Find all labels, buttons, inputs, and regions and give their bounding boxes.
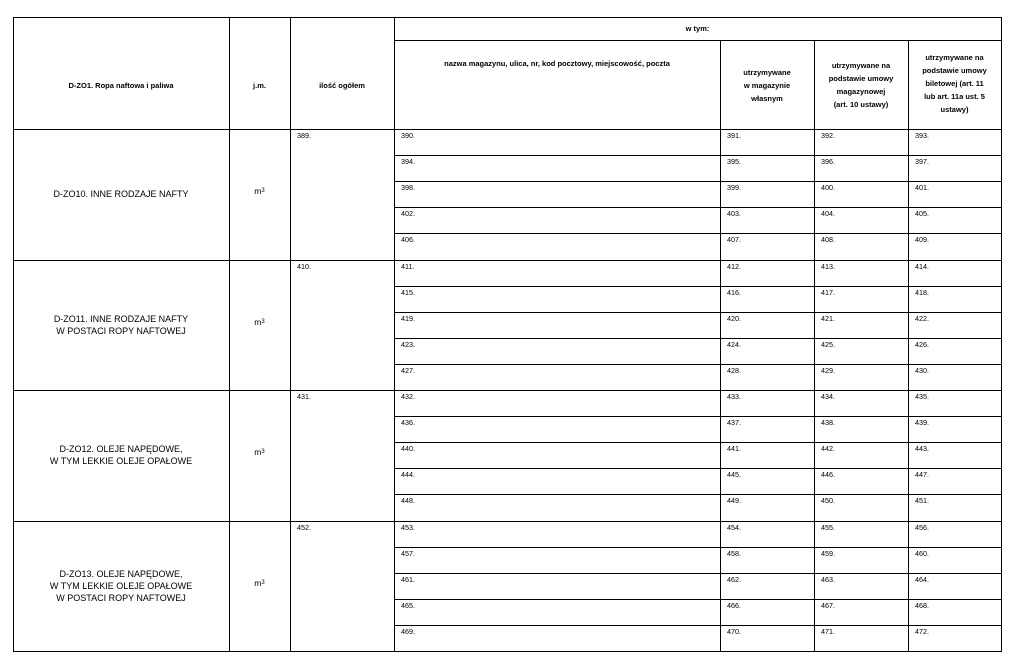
cell-code[interactable]: 401. [915,183,929,193]
header-unit: j.m. [253,80,266,90]
cell-code[interactable]: 460. [915,548,929,558]
cell-code[interactable]: 395. [727,157,741,167]
unit-base: m [254,447,262,458]
total-cell-code[interactable]: 389. [297,131,311,140]
row-line [394,442,1001,443]
cell-code[interactable]: 421. [821,313,835,323]
cell-code[interactable]: 459. [821,548,835,558]
cell-code[interactable]: 406. [401,235,415,245]
header-warehouse: nazwa magazynu, ulica, nr, kod pocztowy, miejscowość, poczta [444,58,670,68]
cell-code[interactable]: 464. [915,574,929,584]
cell-code[interactable]: 465. [401,600,415,610]
total-cell-code[interactable]: 431. [297,392,311,401]
header-ticket-contract: utrzymywane na podstawie umowy biletowej (art. 11 lub art. 11a ust. 5 ustawy) [922,52,987,114]
unit-exponent: 3 [261,579,265,586]
cell-code[interactable]: 461. [401,574,415,584]
cell-code[interactable]: 426. [915,339,929,349]
cell-code[interactable]: 449. [727,496,741,506]
cell-code[interactable]: 435. [915,392,929,401]
cell-code[interactable]: 413. [821,261,835,271]
cell-code[interactable]: 457. [401,548,415,558]
cell-code[interactable]: 419. [401,313,415,323]
cell-code[interactable]: 398. [401,183,415,193]
group-unit [229,521,290,646]
row-line [394,181,1001,182]
cell-code[interactable]: 437. [727,418,741,428]
cell-code[interactable]: 444. [401,470,415,480]
cell-code[interactable]: 454. [727,522,741,532]
row-line [394,547,1001,548]
cell-code[interactable]: 412. [727,261,741,271]
row-line [394,233,1001,234]
cell-code[interactable]: 415. [401,287,415,297]
row-line [394,468,1001,469]
cell-code[interactable]: 447. [915,470,929,480]
cell-code[interactable]: 427. [401,365,415,375]
cell-code[interactable]: 397. [915,157,929,167]
cell-code[interactable]: 432. [401,392,415,401]
cell-code[interactable]: 471. [821,626,835,636]
cell-code[interactable]: 414. [915,261,929,271]
header-storage-contract: utrzymywane na podstawie umowy magazynowej (art. 10 ustawy) [828,61,894,109]
row-line [394,599,1001,600]
col-line-warehouse [394,17,395,651]
cell-code[interactable]: 404. [821,209,835,219]
unit-exponent: 3 [261,318,265,325]
cell-code[interactable]: 399. [727,183,741,193]
cell-code[interactable]: 408. [821,235,835,245]
cell-code[interactable]: 443. [915,444,929,454]
cell-code[interactable]: 428. [727,365,741,375]
row-line [394,207,1001,208]
unit-exponent: 3 [261,188,265,195]
cell-code[interactable]: 451. [915,496,929,506]
row-line [394,625,1001,626]
group-label: D-ZO10. INNE RODZAJE NAFTY [53,189,189,200]
cell-code[interactable]: 400. [821,183,835,193]
row-line [394,155,1001,156]
cell-code[interactable]: 423. [401,339,415,349]
group-unit [229,260,290,385]
header-of-which: w tym: [685,23,710,33]
total-cell-code[interactable]: 410. [297,261,311,271]
cell-code[interactable]: 450. [821,496,835,506]
cell-code[interactable]: 391. [727,131,741,140]
cell-code[interactable]: 417. [821,287,835,297]
cell-code[interactable]: 405. [915,209,929,219]
cell-code[interactable]: 433. [727,392,741,401]
cell-code[interactable]: 436. [401,418,415,428]
cell-code[interactable]: 392. [821,131,835,140]
unit-base: m [254,316,262,327]
cell-code[interactable]: 396. [821,157,835,167]
col-line-storage [814,40,815,651]
row-line [394,416,1001,417]
header-group-title: D-ZO1. Ropa naftowa i paliwa [68,80,174,90]
cell-code[interactable]: 456. [915,522,929,532]
cell-code[interactable]: 429. [821,365,835,375]
group-label: D-ZO11. INNE RODZAJE NAFTY W POSTACI ROPY NAFTOWEJ [53,313,189,336]
cell-code[interactable]: 463. [821,574,835,584]
cell-code[interactable]: 440. [401,444,415,454]
border-right [1001,17,1002,652]
cell-code[interactable]: 393. [915,131,929,140]
cell-code[interactable]: 403. [727,209,741,219]
border-bottom [13,651,1002,652]
cell-code[interactable]: 411. [401,261,415,271]
cell-code[interactable]: 434. [821,392,835,401]
col-line-ticket [908,40,909,651]
cell-code[interactable]: 446. [821,470,835,480]
cell-code[interactable]: 420. [727,313,741,323]
group-label: D-ZO12. OLEJE NAPĘDOWE, W TYM LEKKIE OLEJE OPAŁOWE [49,444,193,467]
cell-code[interactable]: 442. [821,444,835,454]
cell-code[interactable]: 445. [727,470,741,480]
group-unit [229,129,290,254]
cell-code[interactable]: 409. [915,235,929,245]
col-line-total [290,17,291,651]
total-cell-code[interactable]: 452. [297,522,311,532]
cell-code[interactable]: 422. [915,313,929,323]
cell-code[interactable]: 402. [401,209,415,219]
cell-code[interactable]: 407. [727,235,741,245]
cell-code[interactable]: 448. [401,496,415,506]
cell-code[interactable]: 424. [727,339,741,349]
cell-code[interactable]: 453. [401,522,415,532]
cell-code[interactable]: 439. [915,418,929,428]
group-label: D-ZO13. OLEJE NAPĘDOWE, W TYM LEKKIE OLEJE OPAŁOWE W POSTACI ROPY NAFTOWEJ [49,568,193,603]
col-line-own [720,40,721,651]
cell-code[interactable]: 467. [821,600,835,610]
cell-code[interactable]: 462. [727,574,741,584]
cell-code[interactable]: 394. [401,157,415,167]
group-unit [229,390,290,515]
cell-code[interactable]: 418. [915,287,929,297]
unit-base: m [254,186,262,197]
row-line [394,286,1001,287]
cell-code[interactable]: 466. [727,600,741,610]
cell-code[interactable]: 390. [401,131,415,140]
cell-code[interactable]: 472. [915,626,929,636]
row-line [394,312,1001,313]
row-line [394,338,1001,339]
header-subline [394,40,1001,41]
border-top [13,17,1002,18]
row-line [394,573,1001,574]
unit-base: m [254,577,262,588]
cell-code[interactable]: 468. [915,600,929,610]
row-line [394,494,1001,495]
cell-code[interactable]: 441. [727,444,741,454]
cell-code[interactable]: 469. [401,626,415,636]
cell-code[interactable]: 416. [727,287,741,297]
cell-code[interactable]: 458. [727,548,741,558]
cell-code[interactable]: 430. [915,365,929,375]
cell-code[interactable]: 455. [821,522,835,532]
row-line [394,364,1001,365]
cell-code[interactable]: 425. [821,339,835,349]
cell-code[interactable]: 438. [821,418,835,428]
unit-exponent: 3 [261,449,265,456]
header-own-storage: utrzymywane w magazynie własnym [743,67,791,103]
cell-code[interactable]: 470. [727,626,741,636]
header-total: ilość ogółem [319,80,365,90]
